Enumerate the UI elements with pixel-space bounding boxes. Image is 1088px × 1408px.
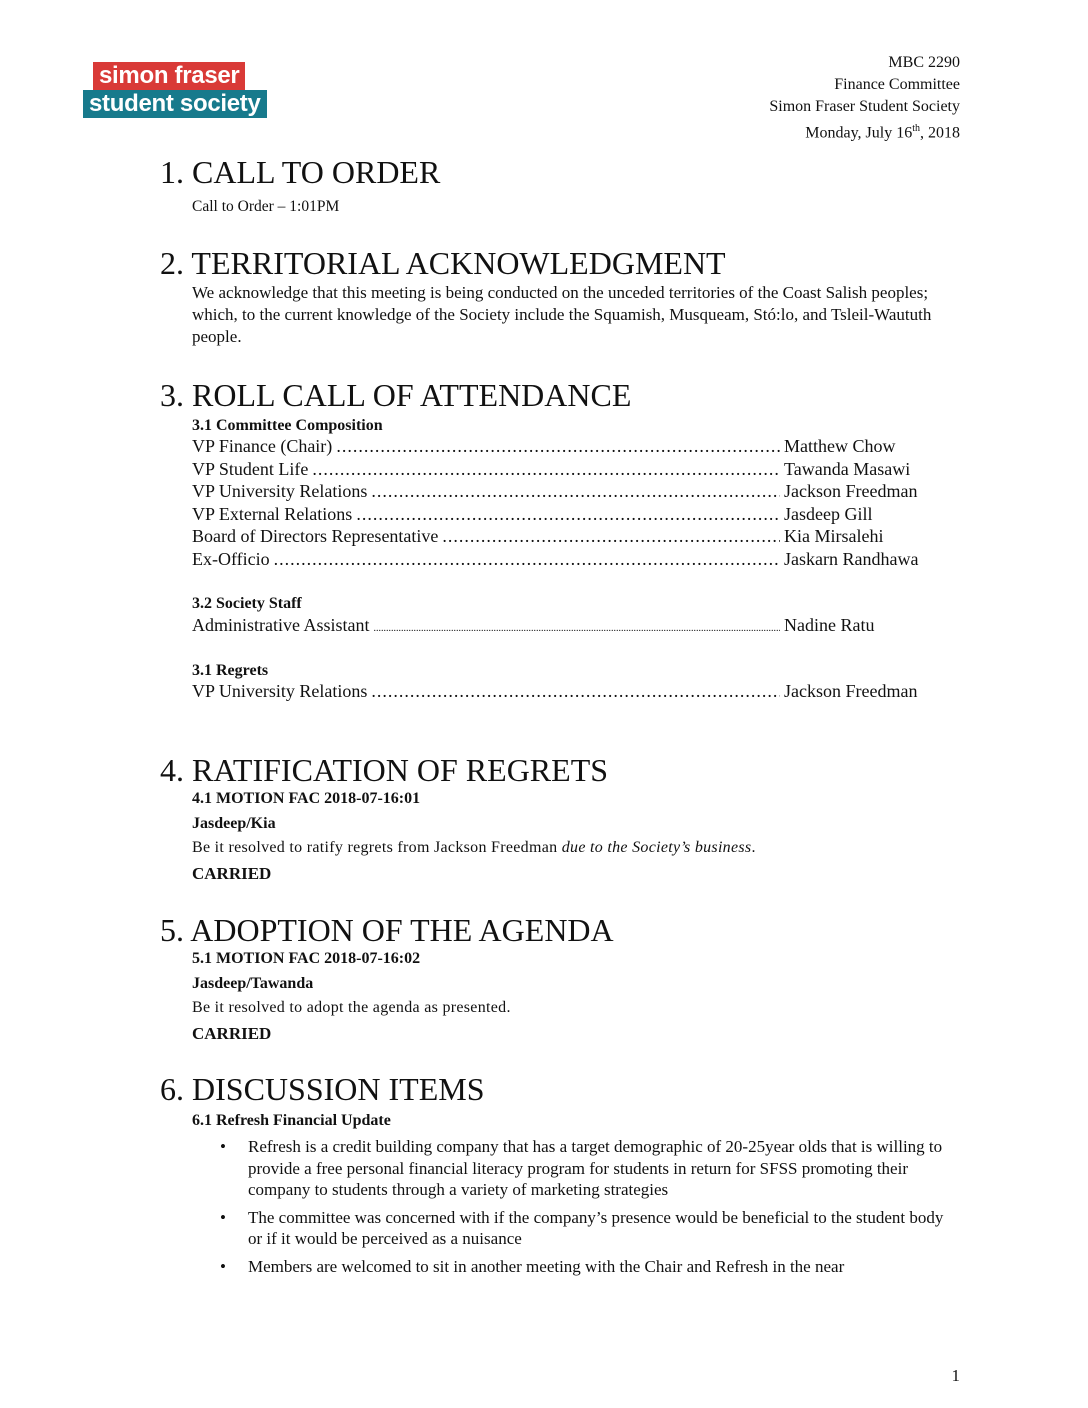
logo-line-2: student society	[83, 90, 267, 118]
roll-row: VP Student Life ..... Tawanda Masawi	[192, 458, 942, 481]
society-logo	[83, 62, 267, 118]
roll-row: VP External Relations ..... Jasdeep Gill	[192, 503, 942, 526]
motion-result: CARRIED	[192, 1024, 272, 1043]
motion-result: CARRIED	[192, 864, 272, 883]
section-1-title: 1. CALL TO ORDER	[160, 154, 441, 190]
roll-row: VP University Relations ..... Jackson Freedman	[192, 480, 942, 503]
list-item: • Members are welcomed to sit in another meeting with the Chair and Refresh in the near	[192, 1256, 957, 1278]
motion-text: Be it resolved to adopt the agenda as presented.	[192, 999, 511, 1016]
roll-row: VP University Relations ..... Jackson Freedman	[192, 680, 942, 703]
roll-row: Ex-Officio ..... Jaskarn Randhawa	[192, 548, 942, 571]
list-item: • Refresh is a credit building company that has a target demographic of 20-25year olds that is willing to provide a free personal financial literacy program for students in return for SFSS promoting their company to students through a variety of marketing strategies	[192, 1136, 957, 1201]
roll-row: Administrative Assistant ..... Nadine Ratu	[192, 614, 942, 641]
motion-movers: Jasdeep/Kia	[192, 815, 276, 832]
motion-text: Be it resolved to ratify regrets from Jackson Freedman due to the Society’s business.	[192, 839, 756, 856]
regrets-heading: 3.1 Regrets	[192, 662, 269, 679]
committee-name: Finance Committee	[834, 76, 960, 93]
roll-row: VP Finance (Chair) ..... Matthew Chow	[192, 435, 942, 458]
meeting-code: MBC 2290	[888, 54, 960, 71]
call-to-order-text: Call to Order – 1:01PM	[192, 198, 340, 215]
acknowledgment-text: We acknowledge that this meeting is being conducted on the unceded territories of the Coast Salish peoples; which, to the current knowledge of the Society include the Squamish, Musqueam, Stó:lo, and Tsleil-Waututh people.	[192, 283, 932, 346]
regrets-list	[192, 680, 942, 703]
discussion-bullets	[192, 1136, 957, 1283]
meeting-date: Monday, July 16th, 2018	[805, 123, 960, 142]
page-number: 1	[951, 1366, 960, 1385]
discussion-item-heading: 6.1 Refresh Financial Update	[192, 1112, 391, 1129]
motion-number: 5.1 MOTION FAC 2018-07-16:02	[192, 950, 421, 967]
section-3-title: 3. ROLL CALL OF ATTENDANCE	[160, 377, 632, 413]
staff-heading: 3.2 Society Staff	[192, 595, 302, 612]
section-6-title: 6. DISCUSSION ITEMS	[160, 1071, 485, 1107]
motion-movers: Jasdeep/Tawanda	[192, 975, 314, 992]
document-header	[769, 52, 960, 144]
section-2-title: 2. TERRITORIAL ACKNOWLEDGMENT	[160, 245, 726, 281]
section-4-title: 4. RATIFICATION OF REGRETS	[160, 752, 609, 788]
staff-list	[192, 614, 942, 641]
section-5-title: 5. ADOPTION OF THE AGENDA	[160, 912, 614, 948]
motion-number: 4.1 MOTION FAC 2018-07-16:01	[192, 790, 421, 807]
logo-line-1: simon fraser	[93, 62, 245, 90]
organization-name: Simon Fraser Student Society	[769, 98, 960, 115]
composition-heading: 3.1 Committee Composition	[192, 417, 383, 434]
composition-list	[192, 435, 942, 570]
roll-row: Board of Directors Representative ..... Kia Mirsalehi	[192, 525, 942, 548]
list-item: • The committee was concerned with if the company’s presence would be beneficial to the student body or if it would be perceived as a nuisance	[192, 1207, 957, 1250]
